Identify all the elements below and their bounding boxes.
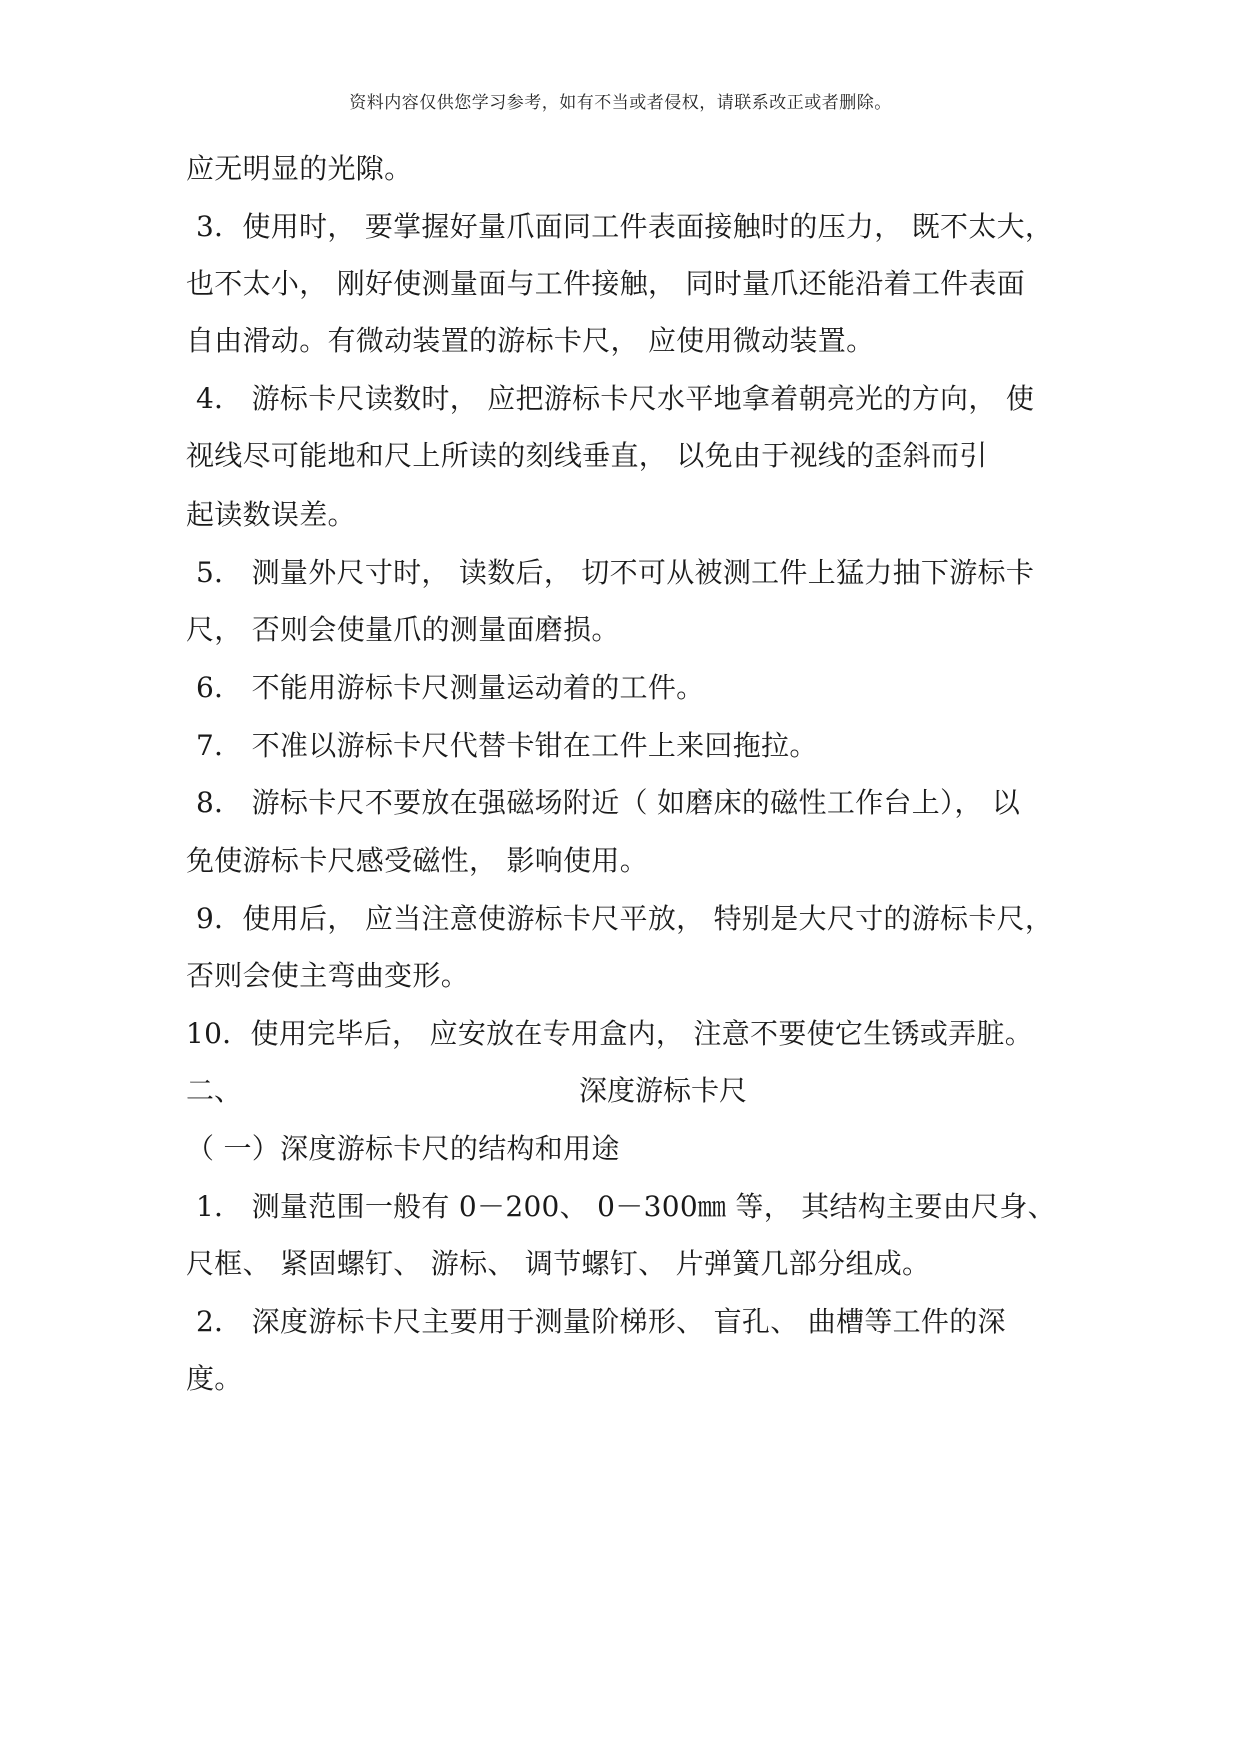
paragraph-line: 否则会使主弯曲变形。 (186, 959, 470, 992)
section-title: 深度游标卡尺 (579, 1074, 748, 1107)
paragraph-line: 应无明显的光隙。 (186, 152, 413, 185)
paragraph-line: 7． 不准以游标卡尺代替卡钳在工件上来回拖拉。 (196, 729, 818, 762)
paragraph-line: 自由滑动。有微动装置的游标卡尺， 应使用微动装置。 (186, 324, 875, 357)
header-disclaimer: 资料内容仅供您学习参考，如有不当或者侵权，请联系改正或者删除。 (349, 93, 892, 113)
paragraph-line: 免使游标卡尺感受磁性， 影响使用。 (186, 844, 649, 877)
paragraph-line: 也不太小， 刚好使测量面与工件接触， 同时量爪还能沿着工件表面 (186, 267, 1026, 300)
section-number: 二、 (186, 1074, 243, 1107)
paragraph-line: 度。 (186, 1362, 243, 1395)
paragraph-line: 1． 测量范围一般有 0－200、 0－300㎜ 等， 其结构主要由尺身、 (196, 1190, 1056, 1223)
paragraph-line: 5． 测量外尺寸时， 读数后， 切不可从被测工件上猛力抽下游标卡 (196, 556, 1035, 589)
paragraph-line: 起读数误差。 (186, 498, 356, 531)
paragraph-line: 8． 游标卡尺不要放在强磁场附近（ 如磨床的磁性工作台上）， 以 (196, 786, 1021, 819)
paragraph-line: 4． 游标卡尺读数时， 应把游标卡尺水平地拿着朝亮光的方向， 使 (196, 382, 1035, 415)
paragraph-line: 9．使用后， 应当注意使游标卡尺平放， 特别是大尺寸的游标卡尺， (196, 902, 1054, 935)
paragraph-line: 6． 不能用游标卡尺测量运动着的工件。 (196, 671, 705, 704)
paragraph-line: 3．使用时， 要掌握好量爪面同工件表面接触时的压力， 既不太大， (196, 210, 1054, 243)
paragraph-line: 2． 深度游标卡尺主要用于测量阶梯形、 盲孔、 曲槽等工件的深 (196, 1305, 1006, 1338)
paragraph-line: 尺， 否则会使量爪的测量面磨损。 (186, 613, 620, 646)
subsection-heading: （ 一）深度游标卡尺的结构和用途 (186, 1132, 620, 1165)
paragraph-line: 10．使用完毕后， 应安放在专用盒内， 注意不要使它生锈或弄脏。 (186, 1017, 1034, 1050)
paragraph-line: 尺框、 紧固螺钉、 游标、 调节螺钉、 片弹簧几部分组成。 (186, 1247, 931, 1280)
paragraph-line: 视线尽可能地和尺上所读的刻线垂直， 以免由于视线的歪斜而引 (186, 439, 988, 472)
